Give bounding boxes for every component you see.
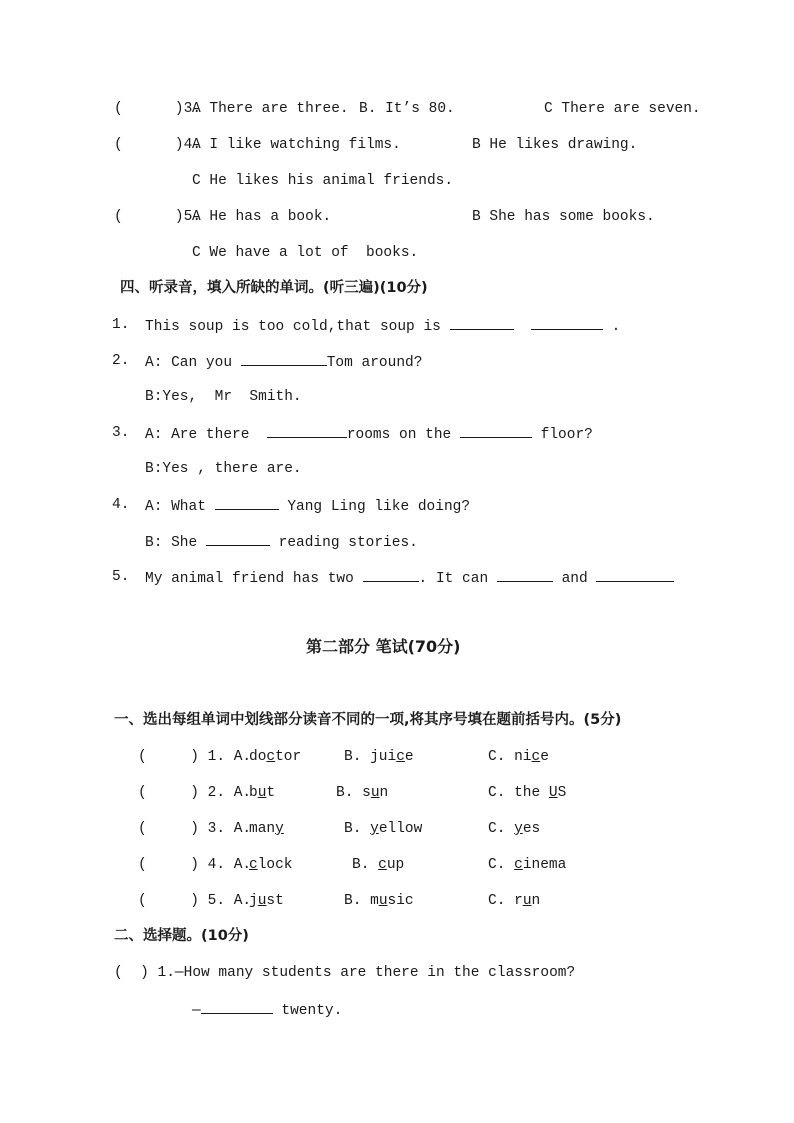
- s4-number-3: 3.: [112, 425, 130, 441]
- option-a-word: doctor: [249, 749, 302, 765]
- q4-option-b: B He likes drawing.: [472, 137, 638, 153]
- blank-line[interactable]: [206, 531, 270, 546]
- q3-option-c: C There are seven.: [544, 101, 701, 117]
- section2-title: 二、选择题。(10分): [114, 928, 249, 944]
- q5-paren: ( )5.: [114, 209, 202, 225]
- option-a-word: but: [249, 785, 276, 801]
- fill-blank-sentence-3: A: Are there rooms on the floor?: [145, 423, 593, 445]
- phonics-row-number: ( ) 4. A.: [138, 857, 252, 873]
- fill-blank-sentence-4b: B: She reading stories.: [145, 531, 418, 553]
- option-b-word: B. juice: [344, 749, 414, 765]
- fill-blank-sentence-5: My animal friend has two . It can and: [145, 567, 674, 589]
- phonics-row-number: ( ) 5. A.: [138, 893, 252, 909]
- q5-option-a: A He has a book.: [192, 209, 332, 225]
- blank-line[interactable]: [215, 495, 279, 510]
- s4-number-4: 4.: [112, 497, 130, 513]
- s4-number-5: 5.: [112, 569, 130, 585]
- blank-line[interactable]: [241, 351, 327, 366]
- option-b-word: B. cup: [352, 857, 405, 873]
- dialogue-line-3b: B:Yes , there are.: [145, 461, 302, 477]
- option-b-word: B. sun: [336, 785, 389, 801]
- option-c-word: C. yes: [488, 821, 541, 837]
- option-a-word: just: [249, 893, 284, 909]
- choice-question-1-answer: — twenty.: [192, 999, 342, 1021]
- fill-blank-sentence-2: A: Can you Tom around?: [145, 351, 422, 373]
- option-c-word: C. run: [488, 893, 541, 909]
- q5-option-b: B She has some books.: [472, 209, 655, 225]
- option-c-word: C. nice: [488, 749, 549, 765]
- option-b-word: B. music: [344, 893, 414, 909]
- q5-option-c: C We have a lot of books.: [192, 245, 419, 261]
- s4-number-2: 2.: [112, 353, 130, 369]
- blank-line[interactable]: [497, 567, 553, 582]
- part2-title: 第二部分 笔试(70分): [306, 637, 461, 656]
- option-c-word: C. the US: [488, 785, 567, 801]
- phonics-row-number: ( ) 2. A.: [138, 785, 252, 801]
- fill-blank-sentence-1: This soup is too cold,that soup is .: [145, 315, 620, 337]
- phonics-row-number: ( ) 3. A.: [138, 821, 252, 837]
- q3-option-b: B. It’s 80.: [359, 101, 455, 117]
- section4-title: 四、听录音，填入所缺的单词。(听三遍)(10分): [120, 280, 428, 296]
- blank-line[interactable]: [267, 423, 347, 438]
- q4-paren: ( )4.: [114, 137, 202, 153]
- blank-line[interactable]: [363, 567, 419, 582]
- option-a-word: clock: [249, 857, 293, 873]
- option-b-word: B. yellow: [344, 821, 423, 837]
- choice-question-1: ( ) 1.—How many students are there in the classroom?: [114, 965, 576, 981]
- s4-number-1: 1.: [112, 317, 130, 333]
- q4-option-a: A I like watching films.: [192, 137, 401, 153]
- blank-line[interactable]: [450, 315, 514, 330]
- section1-title: 一、选出每组单词中划线部分读音不同的一项,将其序号填在题前括号内。(5分): [114, 712, 622, 728]
- blank-line[interactable]: [531, 315, 603, 330]
- q4-option-c: C He likes his animal friends.: [192, 173, 454, 189]
- option-a-word: many: [249, 821, 284, 837]
- fill-blank-sentence-4: A: What Yang Ling like doing?: [145, 495, 470, 517]
- dialogue-line-2b: B:Yes, Mr Smith.: [145, 389, 302, 405]
- phonics-row-number: ( ) 1. A.: [138, 749, 252, 765]
- blank-line[interactable]: [201, 999, 273, 1014]
- q3-paren: ( )3.: [114, 101, 202, 117]
- q3-option-a: A There are three.: [192, 101, 349, 117]
- blank-line[interactable]: [596, 567, 674, 582]
- option-c-word: C. cinema: [488, 857, 567, 873]
- blank-line[interactable]: [460, 423, 532, 438]
